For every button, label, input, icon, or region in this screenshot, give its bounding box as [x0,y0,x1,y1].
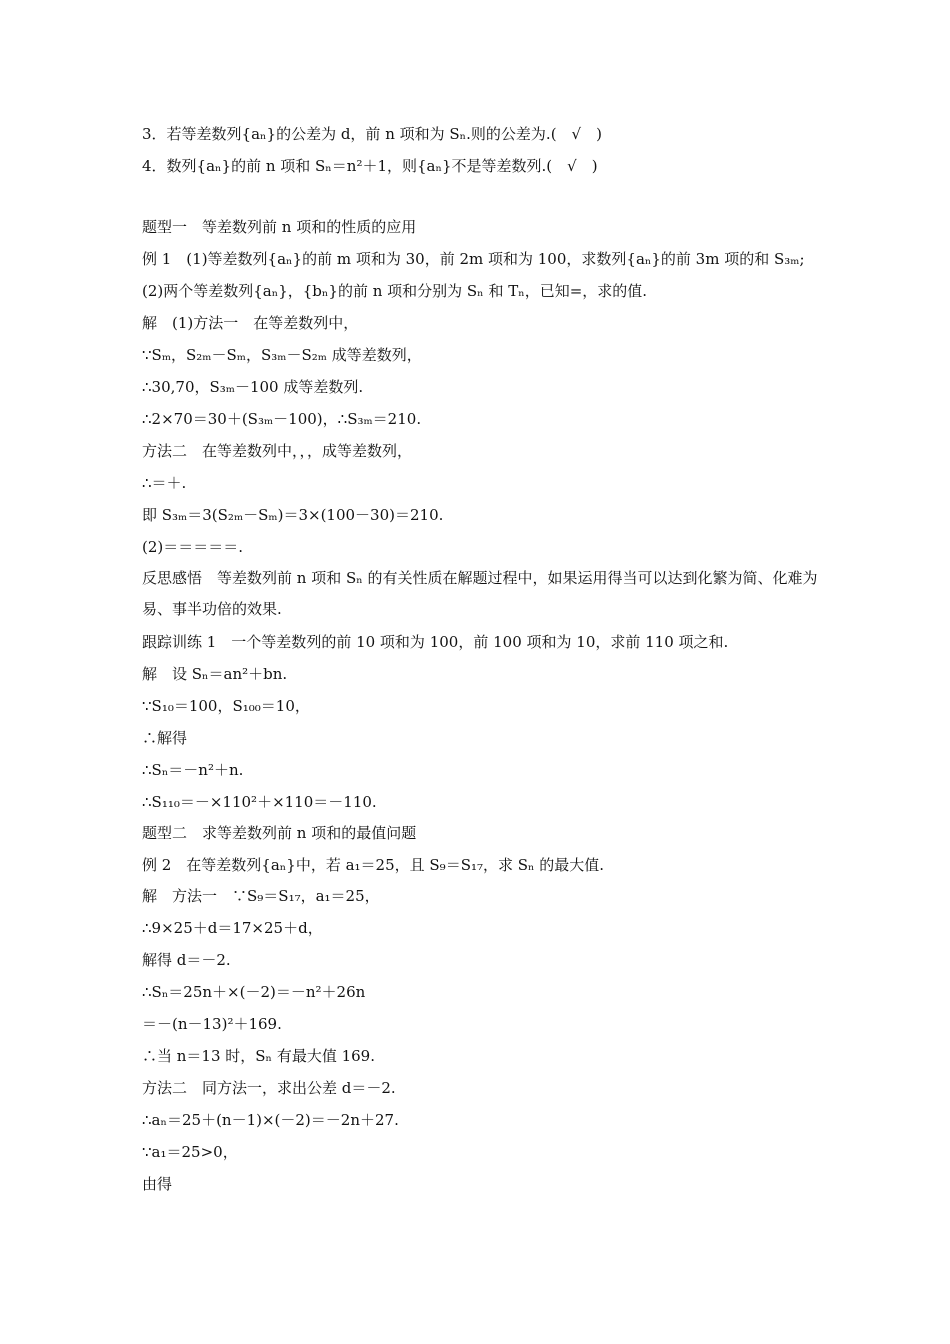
text-line: ∴当 n＝13 时，Sₙ 有最大值 169. [142,1047,375,1065]
text-line: ∴30,70，S₃ₘ－100 成等差数列. [142,378,364,396]
text-line: ∵S₁₀＝100，S₁₀₀＝10， [142,697,310,715]
text-line: 解得 d＝－2. [142,951,231,969]
text-line: (2)两个等差数列{aₙ}，{bₙ}的前 n 项和分别为 Sₙ 和 Tₙ，已知=，求的值. [142,282,648,300]
text-line: ∴S₁₁₀＝－×110²＋×110＝－110. [142,793,377,811]
text-line: 由得 [142,1175,173,1193]
text-line: ∵a₁＝25>0， [142,1143,238,1161]
reflection-paragraph: 反思感悟 等差数列前 n 项和 Sₙ 的有关性质在解题过程中，如果运用得当可以达到化繁为简、化难为易、事半功倍的效果. [142,569,818,618]
text-line: 方法二 在等差数列中，，，成等差数列， [142,442,413,460]
text-line: ∴＝＋. [142,474,187,492]
text-line: (2)＝＝＝＝＝. [142,538,244,556]
text-line: 解 方法一 ∵S₉＝S₁₇，a₁＝25， [142,887,380,905]
text-line: 跟踪训练 1 一个等差数列的前 10 项和为 100，前 100 项和为 10，求前 110 项之和. [142,633,729,651]
text-line: ∴2×70＝30＋(S₃ₘ－100)，∴S₃ₘ＝210. [142,410,422,428]
text-line: 解 (1)方法一 在等差数列中， [142,314,359,332]
text-line: 方法二 同方法一，求出公差 d＝－2. [142,1079,396,1097]
text-line: ＝－(n－13)²＋169. [142,1015,282,1033]
section-heading: 题型二 求等差数列前 n 项和的最值问题 [142,824,417,842]
section-heading: 题型一 等差数列前 n 项和的性质的应用 [142,218,417,236]
text-line: ∴aₙ＝25＋(n－1)×(－2)＝－2n＋27. [142,1111,399,1129]
text-line: 例 1 (1)等差数列{aₙ}的前 m 项和为 30，前 2m 项和为 100，求数列{aₙ}的前 3m 项的和 S₃ₘ; [142,250,805,268]
text-line: ∴Sₙ＝25n＋×(－2)＝－n²＋26n [142,983,366,1001]
text-line: 3．若等差数列{aₙ}的公差为 d，前 n 项和为 Sₙ.则的公差为.( √ ) [142,125,602,143]
text-line: ∴9×25＋d＝17×25＋d， [142,919,323,937]
text-line: 例 2 在等差数列{aₙ}中，若 a₁＝25，且 S₉＝S₁₇，求 Sₙ 的最大值. [142,856,605,874]
text-line: ∴Sₙ＝－n²＋n. [142,761,244,779]
text-line: ∵Sₘ，S₂ₘ－Sₘ，S₃ₘ－S₂ₘ 成等差数列， [142,346,422,364]
text-line: 解 设 Sₙ＝an²＋bn. [142,665,288,683]
text-line: 4．数列{aₙ}的前 n 项和 Sₙ＝n²＋1，则{aₙ}不是等差数列.( √ ) [142,157,598,175]
text-line: 即 S₃ₘ＝3(S₂ₘ－Sₘ)＝3×(100－30)＝210. [142,506,444,524]
text-line: ∴解得 [142,729,188,747]
